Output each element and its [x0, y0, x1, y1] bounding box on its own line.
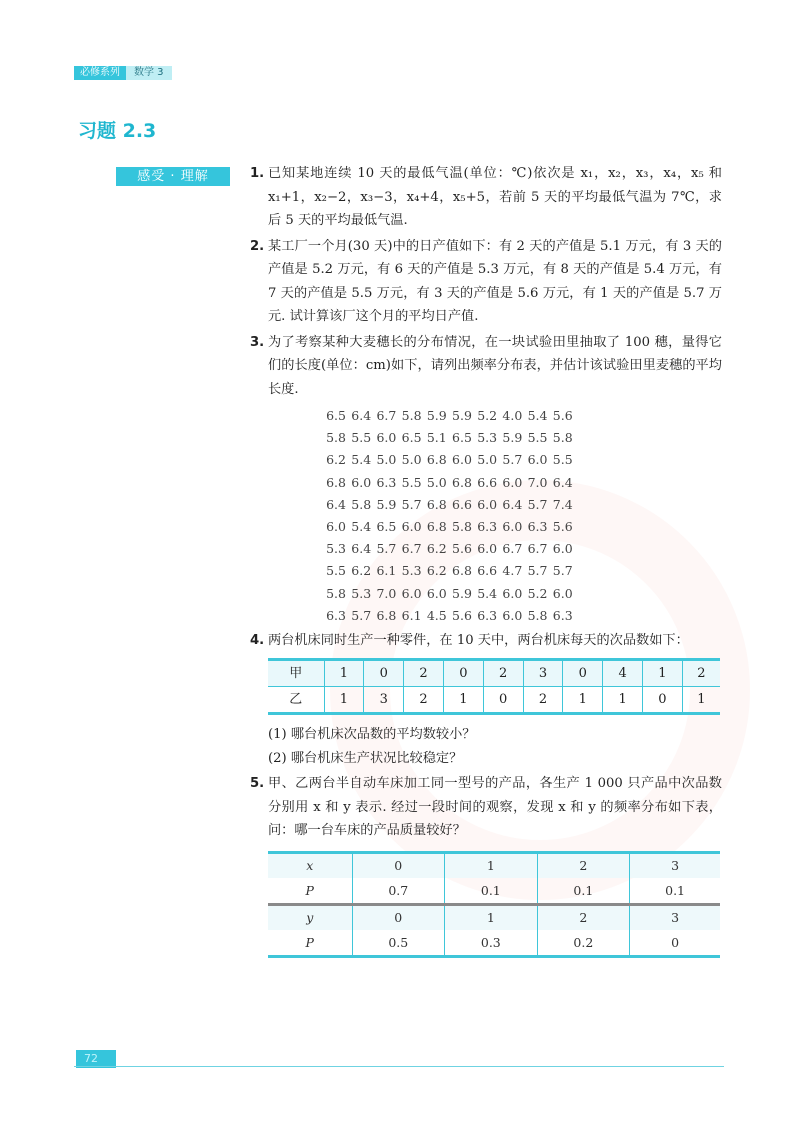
table-row [268, 878, 720, 904]
book-label: 数学 3 [126, 66, 172, 80]
data-cell: 5.3 [401, 563, 422, 579]
data-cell: 6.7 [401, 541, 422, 557]
data-cell: 6.0 [351, 474, 372, 490]
data-cell: 6.8 [326, 474, 346, 490]
table-cell: 0.1 [537, 878, 630, 904]
table-cell: 2 [523, 687, 563, 714]
data-cell: 5.7 [351, 607, 372, 623]
table-cell: 1 [445, 904, 538, 930]
sub-question-1: (1) 哪台机床次品数的平均数较小？ [268, 727, 476, 743]
data-cell: 5.3 [351, 585, 372, 601]
table-cell: 2 [404, 687, 444, 714]
data-cell: 6.1 [401, 607, 422, 623]
table-row [268, 687, 720, 714]
table-cell: 0.3 [445, 930, 538, 956]
data-cell: 6.3 [527, 518, 548, 534]
row-label: x [268, 852, 352, 878]
data-cell: 5.6 [452, 607, 472, 623]
data-cell: 6.8 [452, 474, 472, 490]
problem-number: 5. [250, 776, 265, 792]
data-cell: 7.0 [527, 474, 548, 490]
problem-list [250, 162, 722, 958]
data-cell: 6.2 [326, 452, 346, 468]
table-cell: 1 [324, 687, 364, 714]
table-cell: 1 [603, 687, 643, 714]
problem-number: 4. [250, 632, 265, 648]
data-cell: 5.8 [452, 518, 472, 534]
data-cell: 5.9 [502, 430, 523, 446]
table-cell: 2 [537, 852, 630, 878]
data-cell: 6.0 [376, 430, 397, 446]
data-cell: 6.0 [426, 585, 447, 601]
data-cell: 6.2 [351, 563, 372, 579]
row-label: P [268, 930, 352, 956]
table-cell: 0 [563, 660, 603, 687]
data-cell: 6.2 [426, 563, 447, 579]
table-cell: 0 [352, 852, 445, 878]
section-tag: 感受 · 理解 [116, 167, 230, 186]
data-cell: 5.7 [502, 452, 523, 468]
data-cell: 6.4 [351, 541, 372, 557]
data-cell: 5.6 [452, 541, 472, 557]
data-cell: 5.8 [401, 408, 422, 423]
data-cell: 6.0 [502, 474, 523, 490]
data-cell: 6.4 [351, 408, 372, 423]
data-cell: 5.5 [552, 452, 573, 468]
table-cell: 1 [443, 687, 483, 714]
table-row [268, 660, 720, 687]
data-cell: 6.3 [376, 474, 397, 490]
problem-1 [250, 162, 722, 233]
data-cell: 4.5 [426, 607, 447, 623]
problem-text: 已知某地连续 10 天的最低气温(单位：℃)依次是 x₁，x₂，x₃，x₄，x₅ 和 x₁+1，x₂−2，x₃−3，x₄+4，x₅+5，若前 5 天的平均最低气温为 7℃，求后 5 天的平均最低气温. [268, 166, 722, 228]
problem-5 [250, 772, 722, 843]
problem-number: 1. [250, 166, 265, 181]
data-cell: 6.5 [376, 518, 397, 534]
data-cell: 6.6 [477, 563, 498, 579]
data-cell: 5.8 [552, 430, 573, 446]
data-cell: 4.7 [502, 563, 523, 579]
data-cell: 6.6 [452, 496, 472, 512]
data-cell: 5.9 [426, 408, 447, 423]
problem-number: 3. [250, 334, 265, 350]
data-cell: 5.5 [527, 430, 548, 446]
data-cell: 5.1 [426, 430, 447, 446]
data-cell: 5.6 [552, 518, 573, 534]
data-cell: 5.0 [426, 474, 447, 490]
data-cell: 5.8 [527, 607, 548, 623]
data-cell: 6.3 [326, 607, 346, 623]
data-cell: 6.4 [552, 474, 573, 490]
table-cell: 1 [324, 660, 364, 687]
data-cell: 5.9 [452, 408, 472, 423]
data-cell: 6.1 [376, 563, 397, 579]
data-cell: 5.8 [351, 496, 372, 512]
data-row [326, 605, 722, 627]
table-cell: 0.5 [352, 930, 445, 956]
data-cell: 6.8 [376, 607, 397, 623]
data-cell: 5.3 [477, 430, 498, 446]
data-cell: 5.0 [376, 452, 397, 468]
problem-text: 两台机床同时生产一种零件，在 10 天中，两台机床每天的次品数如下： [268, 632, 689, 648]
table-cell: 0.7 [352, 878, 445, 904]
problem-number: 2. [250, 238, 265, 254]
footer-rule [74, 1066, 724, 1067]
data-cell: 6.7 [376, 408, 397, 423]
data-cell: 6.0 [477, 541, 498, 557]
table-cell: 2 [537, 904, 630, 930]
table-row [268, 904, 720, 930]
data-row [326, 405, 722, 427]
row-label: 乙 [268, 687, 324, 714]
data-cell: 6.5 [326, 408, 346, 423]
data-cell: 6.8 [426, 452, 447, 468]
data-row [326, 538, 722, 560]
data-cell: 6.5 [452, 430, 472, 446]
table-cell: 3 [523, 660, 563, 687]
data-cell: 6.7 [527, 541, 548, 557]
problem-2 [250, 235, 722, 329]
data-cell: 5.7 [527, 563, 548, 579]
table-cell: 3 [364, 687, 404, 714]
data-row [326, 516, 722, 538]
problem-text: 甲、乙两台半自动车床加工同一型号的产品，各生产 1 000 只产品中次品数分别用 x 和 y 表示. 经过一段时间的观察，发现 x 和 y 的频率分布如下表，问：哪一台车床的产品质量较好？ [268, 776, 722, 839]
table-cell: 1 [682, 687, 720, 714]
data-cell: 6.8 [426, 518, 447, 534]
data-cell: 5.9 [452, 585, 472, 601]
table-row [268, 852, 720, 878]
data-cell: 6.0 [527, 452, 548, 468]
table-cell: 0 [630, 930, 720, 956]
row-label: y [268, 904, 352, 930]
problem-3 [250, 331, 722, 402]
data-cell: 7.4 [552, 496, 573, 512]
data-cell: 4.0 [502, 408, 523, 423]
frequency-distribution-table [268, 851, 720, 958]
data-cell: 6.0 [502, 607, 523, 623]
problem-text: 某工厂一个月(30 天)中的日产值如下：有 2 天的产值是 5.1 万元，有 3 天的产值是 5.2 万元，有 6 天的产值是 5.3 万元，有 8 天的产值是 5.4 万元，有 7 天的产值是 5.5 万元，有 3 天的产值是 5.6 万元，有 1 天的产值是 5.7 万元. 试计算该厂这个月的平均日产值. [268, 238, 722, 324]
row-label: P [268, 878, 352, 904]
data-cell: 5.9 [376, 496, 397, 512]
data-cell: 5.7 [401, 496, 422, 512]
data-cell: 5.4 [351, 518, 372, 534]
table-cell: 0.2 [537, 930, 630, 956]
data-cell: 5.0 [477, 452, 498, 468]
sub-question-2: (2) 哪台机床生产状况比较稳定？ [268, 750, 463, 766]
data-cell: 5.0 [401, 452, 422, 468]
table-cell: 2 [483, 660, 523, 687]
data-cell: 6.0 [552, 541, 573, 557]
data-cell: 5.8 [326, 430, 346, 446]
data-cell: 5.5 [351, 430, 372, 446]
data-cell: 5.7 [376, 541, 397, 557]
data-cell: 5.4 [477, 585, 498, 601]
data-cell: 5.6 [552, 408, 573, 423]
data-row [326, 583, 722, 605]
table-cell: 1 [445, 852, 538, 878]
data-cell: 6.3 [477, 518, 498, 534]
data-cell: 6.2 [426, 541, 447, 557]
data-cell: 6.3 [477, 607, 498, 623]
table-cell: 0 [364, 660, 404, 687]
data-cell: 6.8 [426, 496, 447, 512]
data-cell: 5.4 [527, 408, 548, 423]
table-cell: 0.1 [630, 878, 720, 904]
data-row [326, 494, 722, 516]
problem-4 [250, 629, 722, 653]
running-header [74, 66, 172, 80]
data-cell: 6.8 [452, 563, 472, 579]
data-cell: 6.4 [502, 496, 523, 512]
data-cell: 5.5 [401, 474, 422, 490]
table-row [268, 930, 720, 956]
data-row [326, 472, 722, 494]
table-cell: 3 [630, 904, 720, 930]
exercise-title: 习题 2.3 [78, 120, 157, 142]
table-cell: 0 [352, 904, 445, 930]
data-cell: 6.3 [552, 607, 573, 623]
data-cell: 6.5 [401, 430, 422, 446]
data-cell: 5.4 [351, 452, 372, 468]
data-cell: 5.2 [477, 408, 498, 423]
data-cell: 6.0 [502, 585, 523, 601]
table-cell: 4 [603, 660, 643, 687]
data-cell: 5.7 [552, 563, 573, 579]
defects-table [268, 658, 720, 715]
problem-text: 为了考察某种大麦穗长的分布情况，在一块试验田里抽取了 100 穗，量得它们的长度(单位：cm)如下，请列出频率分布表，并估计该试验田里麦穗的平均长度. [268, 334, 722, 397]
table-cell: 0 [443, 660, 483, 687]
table-cell: 0 [483, 687, 523, 714]
data-cell: 7.0 [376, 585, 397, 601]
row-label: 甲 [268, 660, 324, 687]
data-cell: 6.0 [502, 518, 523, 534]
data-cell: 6.0 [477, 496, 498, 512]
table-cell: 0.1 [445, 878, 538, 904]
data-cell: 6.0 [452, 452, 472, 468]
data-cell: 6.6 [477, 474, 498, 490]
data-cell: 5.2 [527, 585, 548, 601]
data-cell: 5.8 [326, 585, 346, 601]
data-row [326, 427, 722, 449]
data-cell: 6.0 [552, 585, 573, 601]
data-cell: 6.7 [502, 541, 523, 557]
data-row [326, 449, 722, 471]
table-cell: 2 [404, 660, 444, 687]
table-cell: 1 [643, 660, 683, 687]
data-cell: 6.0 [401, 518, 422, 534]
series-label: 必修系列 [74, 66, 126, 80]
data-cell: 5.5 [326, 563, 346, 579]
page-number: 72 [76, 1050, 116, 1068]
data-cell: 6.0 [401, 585, 422, 601]
data-row [326, 560, 722, 582]
table-cell: 1 [563, 687, 603, 714]
data-cell: 5.3 [326, 541, 346, 557]
data-cell: 6.0 [326, 518, 346, 534]
wheat-length-data [326, 405, 722, 627]
data-cell: 5.7 [527, 496, 548, 512]
table-cell: 3 [630, 852, 720, 878]
table-cell: 2 [682, 660, 720, 687]
data-cell: 6.4 [326, 496, 346, 512]
table-cell: 0 [643, 687, 683, 714]
